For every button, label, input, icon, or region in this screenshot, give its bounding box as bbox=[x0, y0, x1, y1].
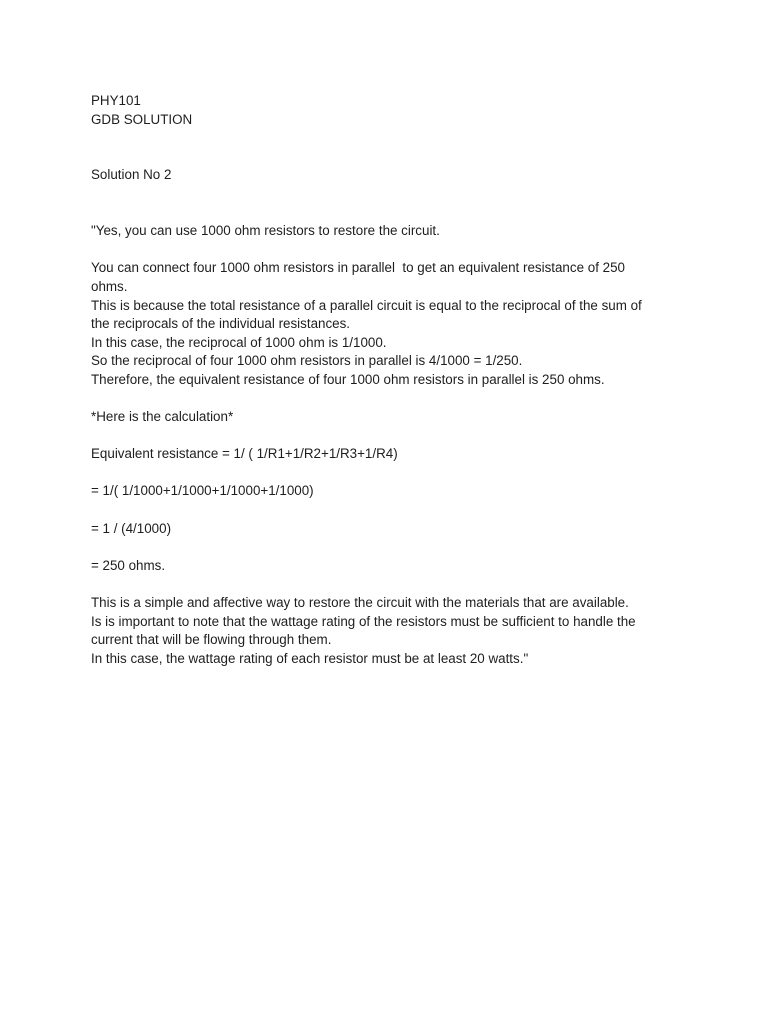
spacer bbox=[91, 185, 691, 204]
paragraph-line: This is because the total resistance of a parallel circuit is equal to the reciprocal of the sum of bbox=[91, 297, 642, 313]
paragraph-line: ohms. bbox=[91, 278, 128, 294]
paragraph-line: Therefore, the equivalent resistance of four 1000 ohm resistors in parallel is 250 ohms. bbox=[91, 371, 605, 387]
paragraph-line: You can connect four 1000 ohm resistors in parallel to get an equivalent resistance of 250 bbox=[91, 260, 625, 276]
course-code: PHY101 bbox=[91, 93, 141, 108]
paragraph-line: the reciprocals of the individual resistances. bbox=[91, 316, 351, 332]
spacer bbox=[91, 129, 691, 148]
closing-line: Is is important to note that the wattage rating of the resistors must be sufficient to handle the bbox=[91, 613, 636, 629]
spacer bbox=[91, 575, 691, 594]
calculation-step: = 1/( 1/1000+1/1000+1/1000+1/1000) bbox=[91, 483, 314, 499]
calculation-step: = 250 ohms. bbox=[91, 557, 166, 573]
spacer bbox=[91, 148, 691, 167]
document-type: GDB SOLUTION bbox=[91, 111, 193, 127]
spacer bbox=[91, 464, 691, 483]
document-page bbox=[91, 92, 691, 668]
calculation-heading: *Here is the calculation* bbox=[91, 409, 234, 425]
closing-line: This is a simple and affective way to restore the circuit with the materials that are available. bbox=[91, 595, 629, 611]
spacer bbox=[91, 241, 691, 260]
spacer bbox=[91, 204, 691, 223]
spacer bbox=[91, 538, 691, 557]
spacer bbox=[91, 427, 691, 446]
calculation-step: Equivalent resistance = 1/ ( 1/R1+1/R2+1/R3+1/R4) bbox=[91, 446, 398, 462]
spacer bbox=[91, 390, 691, 409]
paragraph-line: So the reciprocal of four 1000 ohm resistors in parallel is 4/1000 = 1/250. bbox=[91, 353, 523, 369]
calculation-step: = 1 / (4/1000) bbox=[91, 520, 172, 536]
closing-line: current that will be flowing through them. bbox=[91, 632, 332, 648]
spacer bbox=[91, 501, 691, 520]
closing-line: In this case, the wattage rating of each resistor must be at least 20 watts." bbox=[91, 650, 529, 666]
intro-text: "Yes, you can use 1000 ohm resistors to restore the circuit. bbox=[91, 223, 440, 239]
paragraph-line: In this case, the reciprocal of 1000 ohm is 1/1000. bbox=[91, 334, 387, 350]
solution-heading: Solution No 2 bbox=[91, 167, 172, 183]
